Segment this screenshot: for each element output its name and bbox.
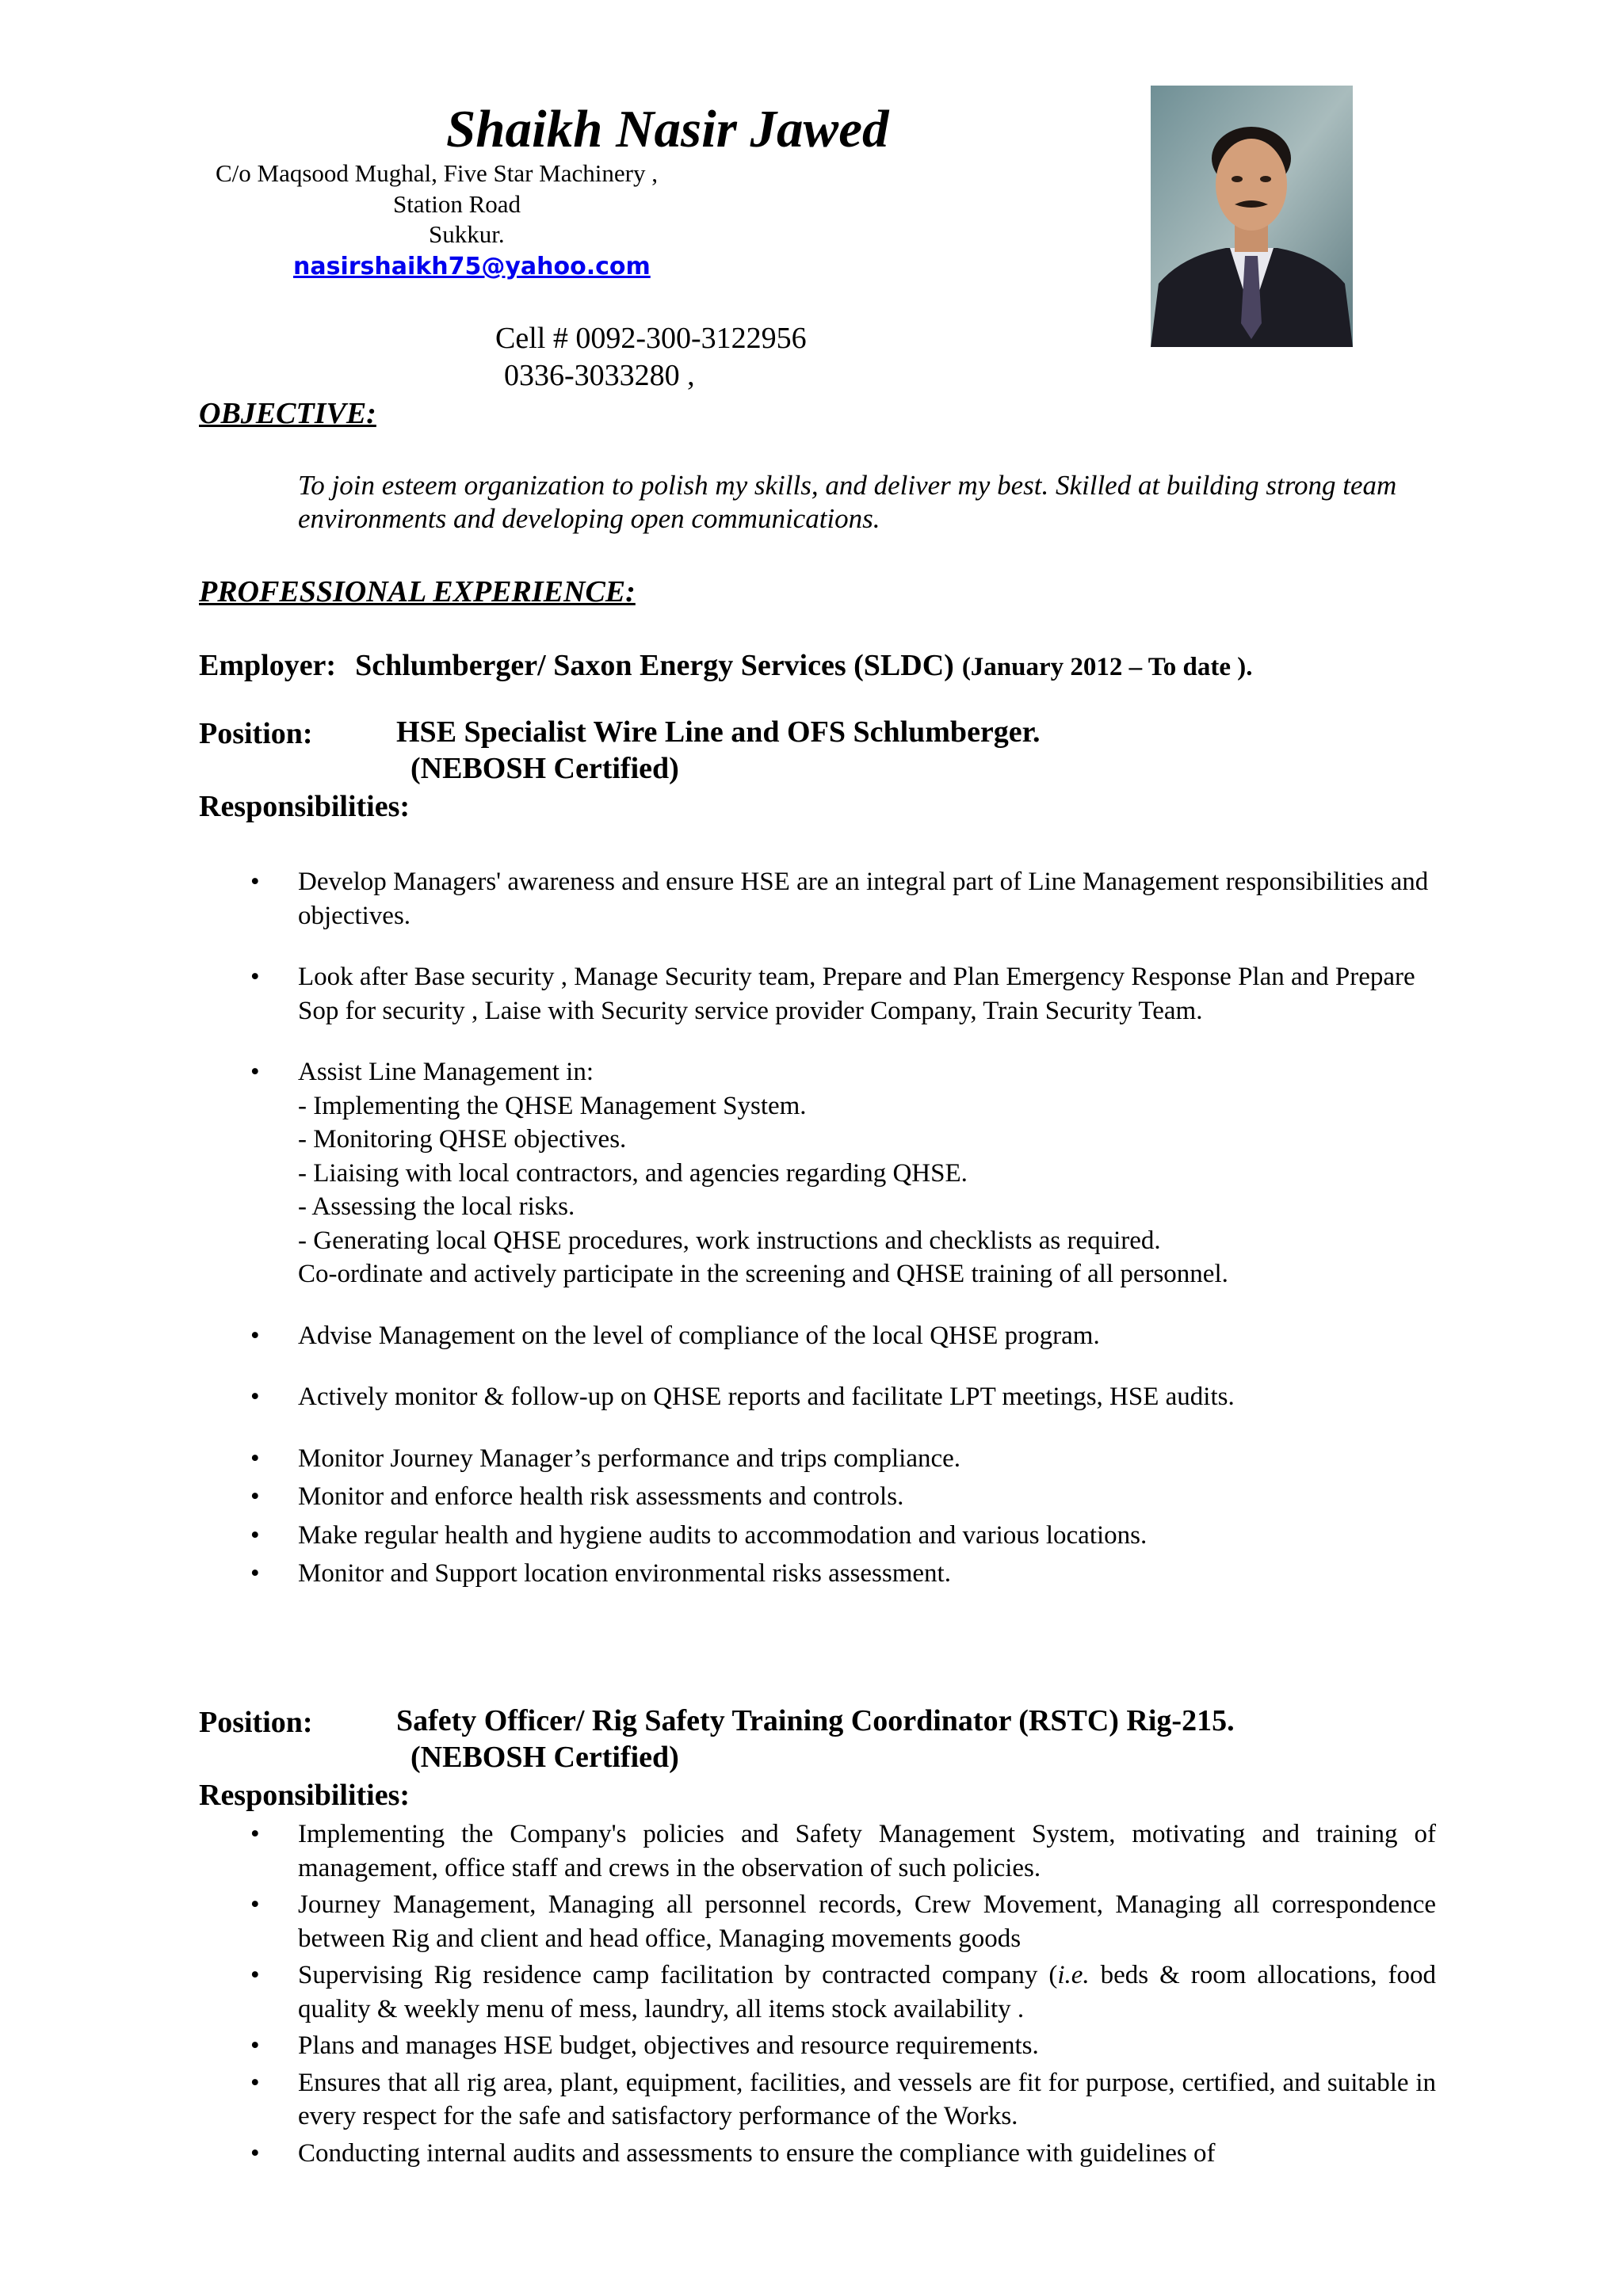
profile-photo-image xyxy=(1151,86,1353,347)
position-label-1: Position: xyxy=(199,717,313,750)
bullet: • xyxy=(250,2068,260,2097)
responsibilities-label-1: Responsibilities: xyxy=(199,790,411,823)
bullet: • xyxy=(250,963,260,991)
bullet: • xyxy=(250,868,260,896)
list-item: • Conducting internal audits and assessments to ensure the compliance with guidelines of xyxy=(298,2137,1436,2171)
phone-secondary: 0336-3033280 , xyxy=(504,359,695,392)
address-line-3: Sukkur. xyxy=(429,220,505,248)
bullet: • xyxy=(250,2031,260,2060)
list-item: • Journey Management, Managing all personnel records, Crew Movement, Managing all correspondence between Rig and client and head office, Managing movements goods xyxy=(298,1888,1436,1955)
list-item: • Assist Line Management in: - Implementing the QHSE Management System. - Monitoring QHSE objectives. - Liaising with local contractors, and agencies regarding QHSE. - Assessing the local risks. - Generating local QHSE procedures, work instructions and checklists as required. Co-ordinate and actively participate in the screening and QHSE training of all personnel. xyxy=(298,1055,1439,1291)
bullet: • xyxy=(250,1444,260,1473)
list-item: • Plans and manages HSE budget, objectives and resource requirements. xyxy=(298,2029,1436,2063)
bullet: • xyxy=(250,1383,260,1411)
list-item: • Advise Management on the level of compliance of the local QHSE program. xyxy=(298,1319,1439,1353)
position-title-1: HSE Specialist Wire Line and OFS Schlumberger. xyxy=(396,715,1041,749)
position-title-2: Safety Officer/ Rig Safety Training Coordinator (RSTC) Rig-215. xyxy=(396,1704,1235,1737)
list-item: • Look after Base security , Manage Security team, Prepare and Plan Emergency Response Plan and Prepare Sop for security , Laise with Security service provider Company, Train Security Team. xyxy=(298,960,1439,1028)
responsibilities-list-1 xyxy=(250,865,1439,1596)
bullet: • xyxy=(250,1961,260,1989)
phone-primary: Cell # 0092-300-3122956 xyxy=(495,322,807,355)
list-item: • Monitor and enforce health risk assessments and controls. xyxy=(298,1480,1439,1514)
employer-row xyxy=(199,648,1253,683)
bullet: • xyxy=(250,1820,260,1848)
candidate-name: Shaikh Nasir Jawed xyxy=(446,100,889,158)
employer-dates: (January 2012 – To date ). xyxy=(961,653,1253,681)
responsibilities-label-2: Responsibilities: xyxy=(199,1779,411,1812)
objective-heading: OBJECTIVE: xyxy=(199,397,376,430)
responsibilities-list-2 xyxy=(250,1817,1436,2173)
employer-label: Employer: xyxy=(199,649,337,682)
list-item: • Monitor Journey Manager’s performance and trips compliance. xyxy=(298,1442,1439,1476)
position-label-2: Position: xyxy=(199,1706,313,1739)
position-cert-2: (NEBOSH Certified) xyxy=(411,1741,679,1774)
bullet: • xyxy=(250,1890,260,1919)
list-item: • Actively monitor & follow-up on QHSE reports and facilitate LPT meetings, HSE audits. xyxy=(298,1380,1439,1414)
address-line-2: Station Road xyxy=(393,190,521,218)
bullet: • xyxy=(250,2138,260,2168)
objective-text: To join esteem organization to polish my skills, and deliver my best. Skilled at building strong team environments and developing open communications. xyxy=(298,470,1397,534)
employer-value: Schlumberger/ Saxon Energy Services (SLDC) xyxy=(355,649,954,682)
position-cert-1: (NEBOSH Certified) xyxy=(411,752,679,785)
list-item: • Implementing the Company's policies and Safety Management System, motivating and training of management, office staff and crews in the observation of such policies. xyxy=(298,1817,1436,1885)
list-item: • Monitor and Support location environmental risks assessment. xyxy=(298,1557,1439,1591)
bullet: • xyxy=(250,1058,260,1086)
address-line-1: C/o Maqsood Mughal, Five Star Machinery , xyxy=(216,159,658,187)
email-link[interactable]: nasirshaikh75@yahoo.com xyxy=(293,253,651,280)
experience-heading: PROFESSIONAL EXPERIENCE: xyxy=(199,575,636,608)
bullet: • xyxy=(250,1482,260,1511)
list-item: • Supervising Rig residence camp facilitation by contracted company (i.e. beds & room allocations, food quality & weekly menu of mess, laundry, all items stock availability . xyxy=(298,1958,1436,2026)
list-item: • Develop Managers' awareness and ensure HSE are an integral part of Line Management responsibilities and objectives. xyxy=(298,865,1439,933)
profile-photo xyxy=(1151,86,1353,347)
bullet: • xyxy=(250,1520,260,1550)
bullet: • xyxy=(250,1321,260,1350)
bullet: • xyxy=(250,1559,260,1588)
list-item: • Make regular health and hygiene audits to accommodation and various locations. xyxy=(298,1519,1439,1553)
list-item: • Ensures that all rig area, plant, equipment, facilities, and vessels are fit for purpose, certified, and suitable in every respect for the safe and satisfactory performance of the Works. xyxy=(298,2066,1436,2134)
